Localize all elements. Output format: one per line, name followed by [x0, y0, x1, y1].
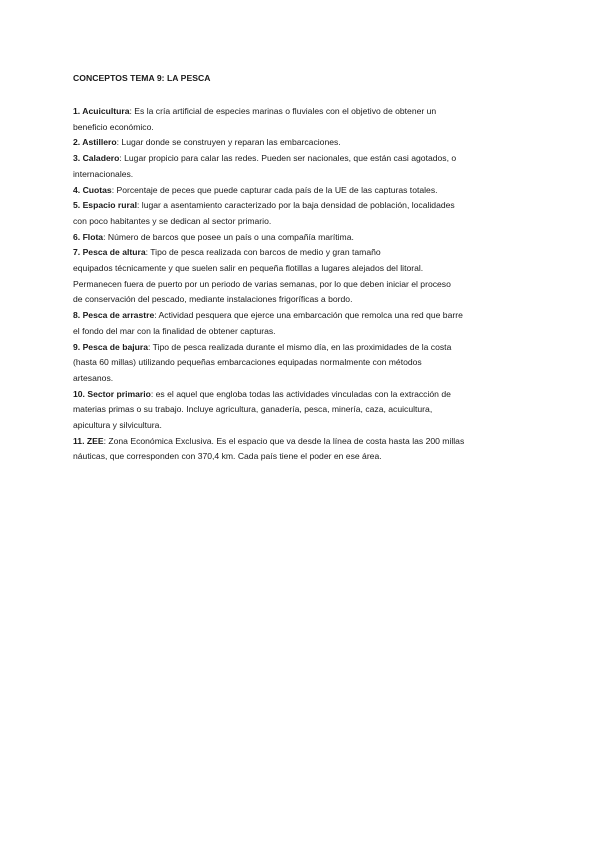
definition-text: internacionales.: [73, 168, 134, 179]
definition-line: [73, 261, 533, 277]
definition-entry: [73, 151, 533, 182]
definition-line: [73, 120, 533, 136]
definition-line: [73, 245, 533, 261]
definition-entry: [73, 387, 533, 434]
definition-text: : Tipo de pesca realizada durante el mismo día, en las proximidades de la costa: [148, 341, 452, 352]
definition-line: [73, 230, 533, 246]
definition-number: 10.: [73, 388, 88, 399]
definition-text: materias primas o su trabajo. Incluye agricultura, ganadería, pesca, minería, caza, acuicultura,: [73, 404, 433, 415]
definition-number: 6.: [73, 231, 83, 242]
definition-text: equipados técnicamente y que suelen salir en pequeña flotillas a lugares alejados del litoral.: [73, 263, 424, 274]
definition-line: [73, 151, 533, 167]
definition-line: [73, 292, 533, 308]
definition-entry: [73, 434, 533, 465]
definition-line: [73, 135, 533, 151]
definition-term: Pesca de arrastre: [82, 310, 155, 321]
definition-line: [73, 355, 533, 371]
definition-text: (hasta 60 millas) utilizando pequeñas embarcaciones equipadas normalmente con métodos: [73, 357, 422, 368]
definition-text: náuticas, que corresponden con 370,4 km. Cada país tiene el poder en ese área.: [73, 451, 382, 462]
definition-line: [73, 434, 533, 450]
definition-entry: [73, 245, 533, 308]
definition-line: [73, 198, 533, 214]
definition-text: apicultura y silvicultura.: [73, 420, 162, 431]
definition-line: [73, 104, 533, 120]
definition-text: de conservación del pescado, mediante instalaciones frigoríficas a bordo.: [73, 294, 353, 305]
definition-text: : Zona Económica Exclusiva. Es el espacio que va desde la línea de costa hasta las 200 millas: [103, 435, 465, 446]
definition-term: Cuotas: [82, 184, 112, 195]
definition-term: Astillero: [82, 137, 117, 148]
definition-text: : Es la cría artificial de especies marinas o fluviales con el objetivo de obtener un: [129, 106, 437, 116]
definition-number: 3.: [73, 153, 83, 164]
definition-entry: [73, 135, 533, 151]
definition-text: : Tipo de pesca realizada con barcos de medio y gran tamaño: [145, 247, 381, 258]
definition-term: Sector primario: [87, 388, 151, 399]
definition-text: : Número de barcos que posee un país o una compañía marítima.: [103, 231, 354, 242]
definition-entry: [73, 104, 533, 135]
definition-text: : lugar a asentamiento caracterizado por la baja densidad de población, localidades: [137, 200, 455, 211]
definition-line: [73, 277, 533, 293]
document-title: CONCEPTOS TEMA 9: LA PESCA: [73, 73, 211, 83]
definitions-list: [73, 104, 533, 465]
definition-number: 9.: [73, 341, 83, 352]
definition-text: : es el aquel que engloba todas las actividades vinculadas con la extracción de: [150, 388, 451, 399]
definition-number: 8.: [73, 310, 83, 321]
definition-line: [73, 324, 533, 340]
definition-term: Flota: [82, 231, 104, 242]
definition-text: : Lugar propicio para calar las redes. Pueden ser nacionales, que están casi agotados, o: [119, 153, 457, 164]
definition-number: 5.: [73, 200, 83, 211]
definition-text: : Lugar donde se construyen y reparan las embarcaciones.: [116, 137, 341, 148]
definition-term: Caladero: [82, 153, 120, 164]
definition-entry: [73, 308, 533, 339]
definition-number: 7.: [73, 247, 83, 258]
definition-text: el fondo del mar con la finalidad de obtener capturas.: [73, 325, 276, 336]
definition-text: beneficio económico.: [73, 121, 154, 132]
definition-number: 2.: [73, 137, 83, 148]
definition-line: [73, 340, 533, 356]
definition-term: Pesca de altura: [82, 247, 146, 258]
definition-line: [73, 183, 533, 199]
definition-line: [73, 371, 533, 387]
definition-text: : Porcentaje de peces que puede capturar cada país de la UE de las capturas totales.: [111, 184, 438, 195]
definition-term: Acuicultura: [82, 106, 130, 116]
definition-line: [73, 402, 533, 418]
definition-line: [73, 418, 533, 434]
definition-text: Permanecen fuera de puerto por un periodo de varias semanas, por lo que deben iniciar el proceso: [73, 278, 451, 289]
definition-number: 4.: [73, 184, 83, 195]
definition-term: Espacio rural: [82, 200, 138, 211]
definition-line: [73, 387, 533, 403]
definition-number: 11.: [73, 435, 87, 446]
definition-entry: [73, 230, 533, 246]
definition-text: : Actividad pesquera que ejerce una embarcación que remolca una red que barre: [154, 310, 463, 321]
definition-number: 1.: [73, 106, 83, 116]
definition-term: Pesca de bajura: [82, 341, 149, 352]
definition-entry: [73, 198, 533, 229]
definition-text: con poco habitantes y se dedican al sector primario.: [73, 215, 272, 226]
definition-entry: [73, 183, 533, 199]
definition-term: ZEE: [86, 435, 104, 446]
definition-line: [73, 308, 533, 324]
definition-line: [73, 449, 533, 465]
definition-line: [73, 214, 533, 230]
definition-entry: [73, 340, 533, 387]
definition-line: [73, 167, 533, 183]
definition-text: artesanos.: [73, 372, 114, 383]
